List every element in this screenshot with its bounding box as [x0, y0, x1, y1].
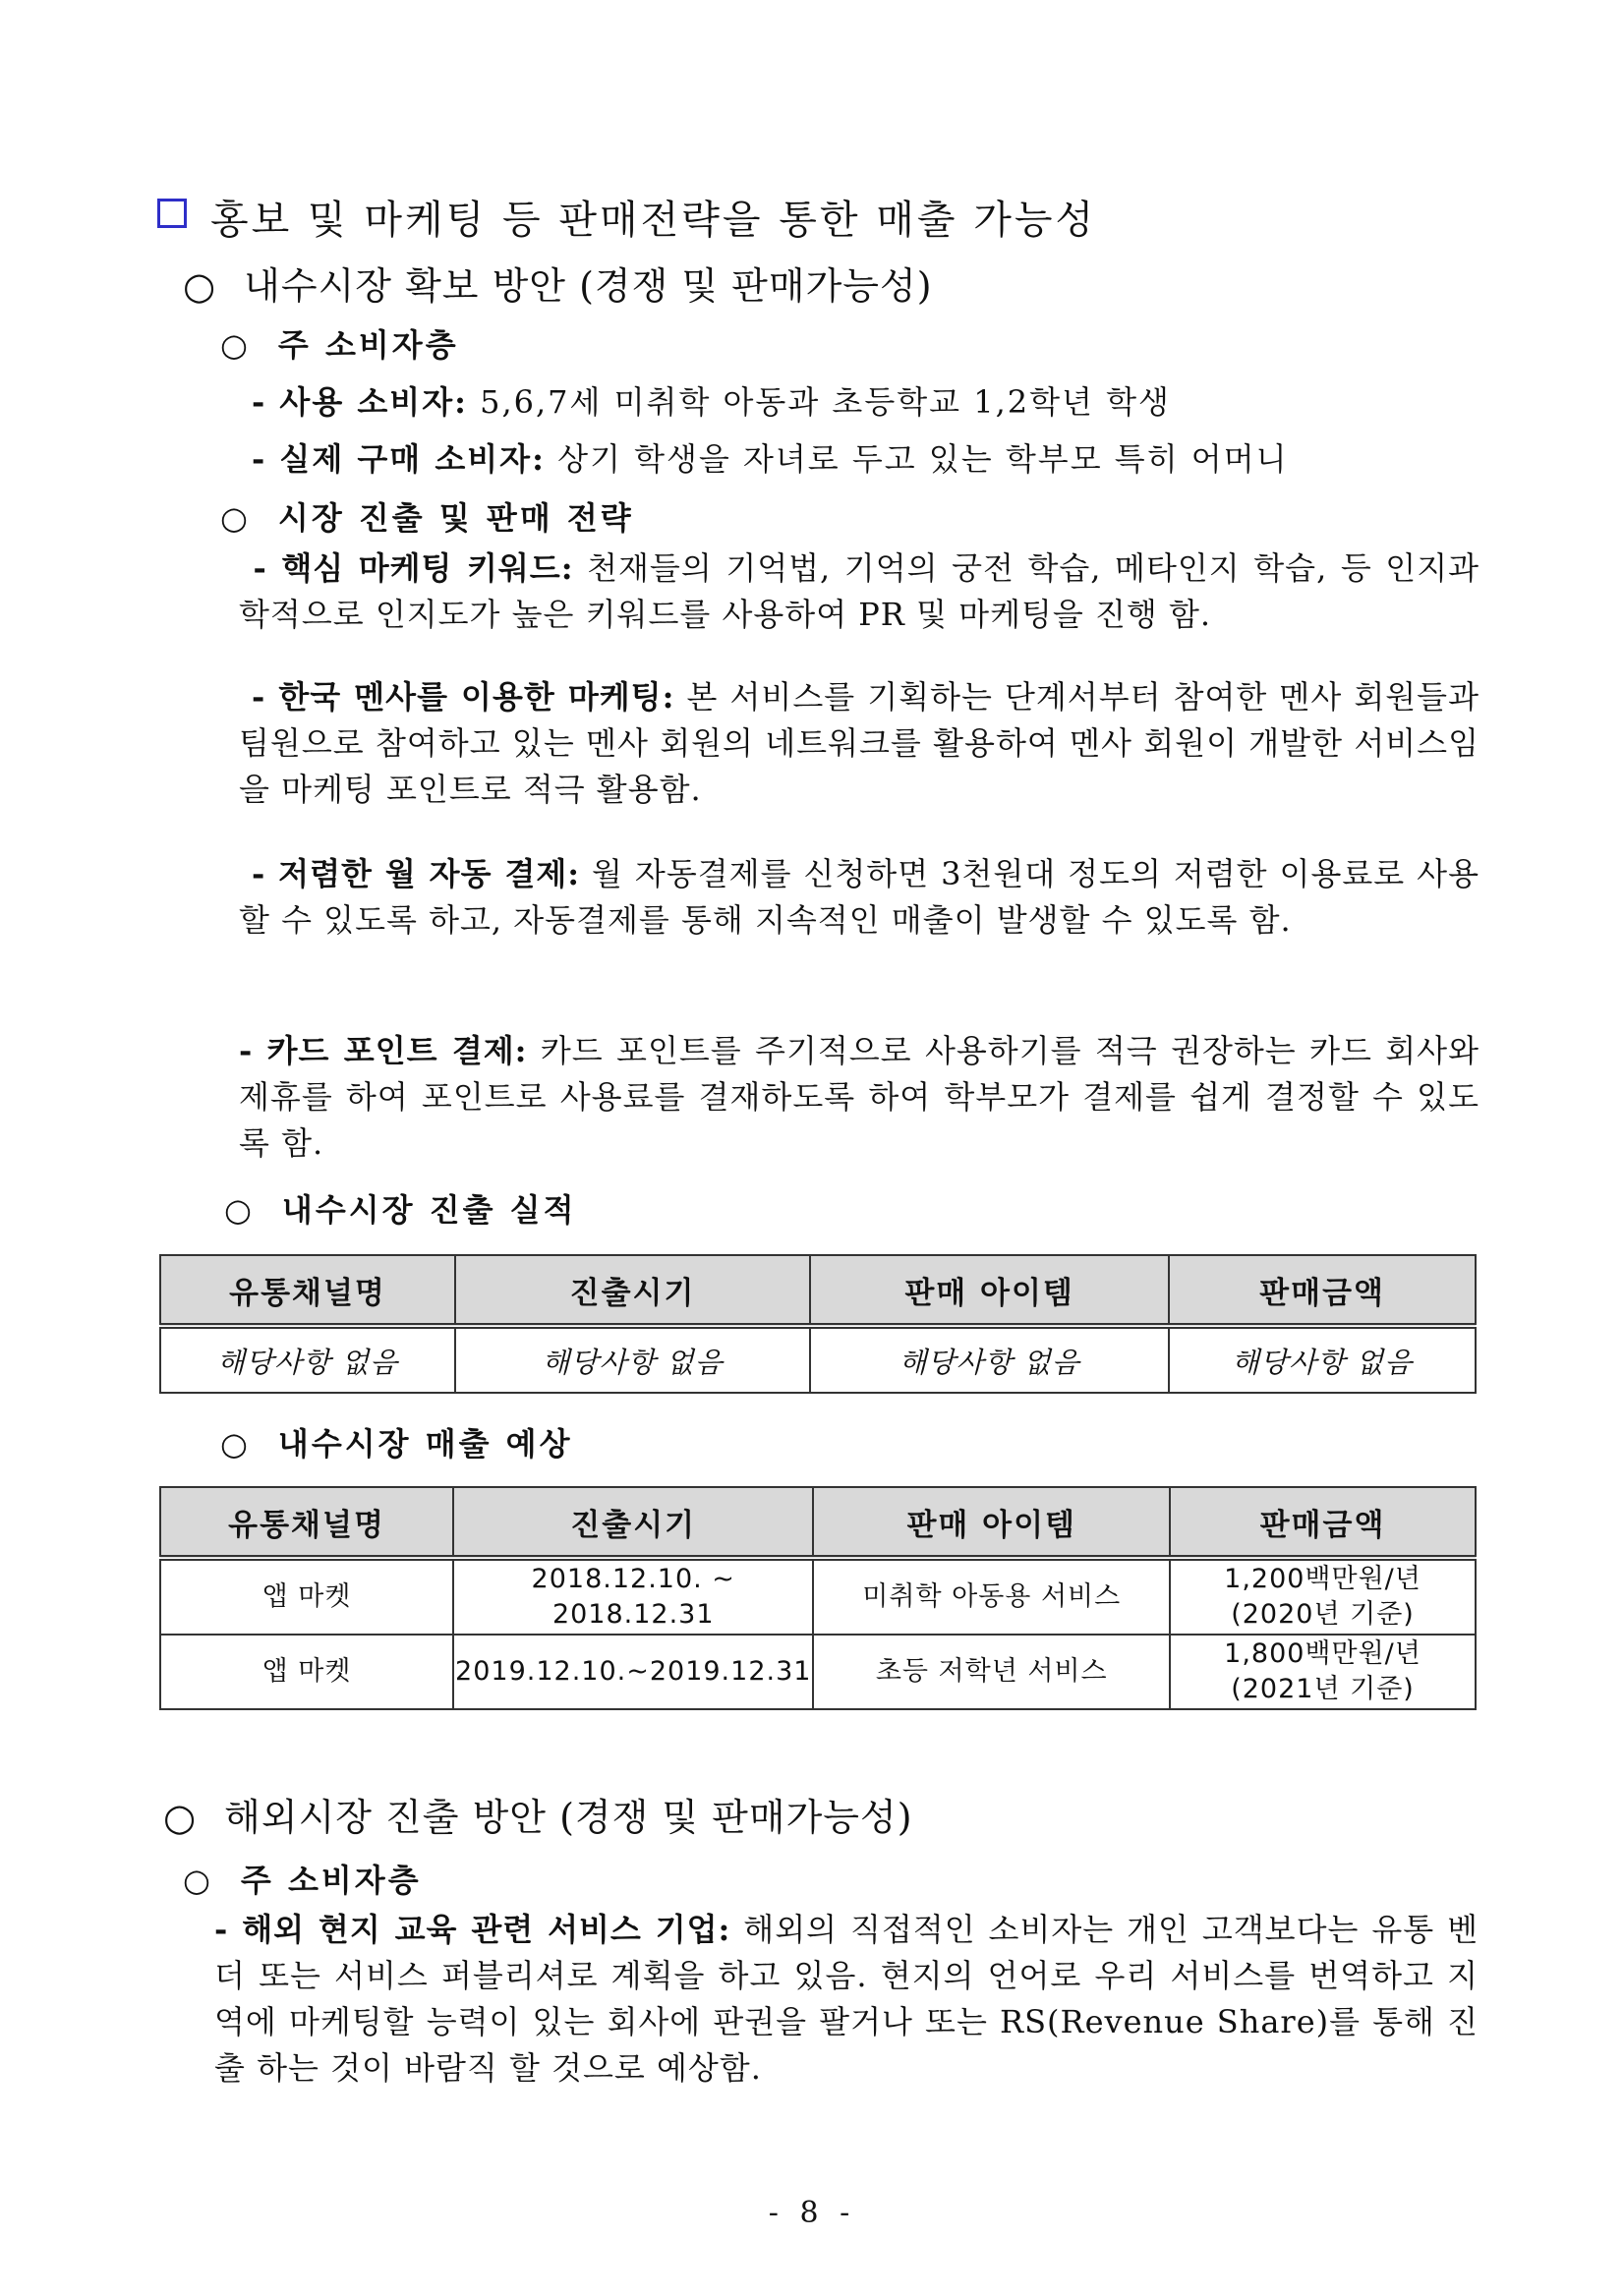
overseas-consumer-item: - 해외 현지 교육 관련 서비스 기업: 해외의 직접적인 소비자는 개인 고객보다는 유통 벤더 또는 서비스 퍼블리셔로 계획을 하고 있음. 현지의 언어로 우리 서비스를 번역하고 지역에 마케팅할 능력이 있는 회사에 판권을 팔거나 또는 RS(Revenue Share)를 통해 진출 하는 것이 바람직 할 것으로 예상함.: [214, 1911, 1479, 2087]
column-header: 판매 아이템: [813, 1487, 1170, 1558]
heading-text: 내수시장 진출 실적: [281, 1191, 577, 1229]
circle-bullet-icon: ○: [183, 264, 217, 308]
strategy-item: - 카드 포인트 결제: 카드 포인트를 주기적으로 사용하기를 적극 권장하는 카드 회사와 제휴를 하여 포인트로 사용료를 결재하도록 하여 학부모가 결제를 쉽게 결정할 수 있도록 함.: [239, 1032, 1479, 1162]
circle-bullet-icon: ○: [220, 1425, 251, 1463]
item-text: 본 서비스를 기획하는 단계서부터 참여한 멘사 회원들과 팀원으로 참여하고 있는 멘사 회원의 네트워크를 활용하여 멘사 회원이 개발한 서비스임을 마케팅 포인트로 적극 활용함.: [239, 678, 1479, 808]
circle-bullet-icon: ○: [224, 1191, 255, 1229]
item-text: 카드 포인트를 주기적으로 사용하기를 적극 권장하는 카드 회사와 제휴를 하여 포인트로 사용료를 결재하도록 하여 학부모가 결제를 쉽게 결정할 수 있도록 함.: [239, 1032, 1479, 1162]
circle-bullet-icon: ○: [220, 326, 251, 364]
item-label: 한국 멘사를 이용한 마케팅:: [278, 678, 675, 716]
results-table: [159, 1254, 1477, 1394]
item-label: 실제 구매 소비자:: [279, 440, 546, 478]
consumer-item: - 실제 구매 소비자: 상기 학생을 자녀로 두고 있는 학부모 특히 어머니: [252, 440, 1289, 478]
domestic-consumers-heading: [220, 320, 459, 366]
overseas-heading-text: 해외시장 진출 방안 (경쟁 및 판매가능성): [224, 1796, 913, 1839]
item-label: 저렴한 월 자동 결제:: [278, 855, 581, 892]
column-header: 판매금액: [1170, 1487, 1476, 1558]
table-cell: [1170, 1558, 1476, 1635]
table-cell: 해당사항 없음: [455, 1326, 810, 1393]
circle-bullet-icon: ○: [220, 499, 251, 537]
table-cell: 초등 저학년 서비스: [813, 1635, 1170, 1709]
table-cell: 앱 마켓: [160, 1558, 453, 1635]
column-header: 유통채널명: [160, 1255, 455, 1326]
domestic-results-heading: [224, 1185, 577, 1231]
overseas-heading: [163, 1787, 913, 1841]
item-label: 핵심 마케팅 키워드:: [281, 549, 574, 587]
strategy-item: - 핵심 마케팅 키워드: 천재들의 기억법, 기억의 궁전 학습, 메타인지 학습, 등 인지과학적으로 인지도가 높은 키워드를 사용하여 PR 및 마케팅을 진행 함.: [239, 549, 1480, 633]
domestic-heading-text: 내수시장 확보 방안 (경쟁 및 판매가능성): [244, 264, 933, 308]
section-title: 홍보 및 마케팅 등 판매전략을 통한 매출 가능성: [210, 198, 1097, 243]
table-cell: 앱 마켓: [160, 1635, 453, 1709]
strategy-item: - 저렴한 월 자동 결제: 월 자동결제를 신청하면 3천원대 정도의 저렴한 이용료로 사용할 수 있도록 하고, 자동결제를 통해 지속적인 매출이 발생할 수 있도록 함.: [239, 855, 1479, 939]
circle-bullet-icon: ○: [163, 1796, 198, 1839]
domestic-forecast-heading: [220, 1419, 573, 1464]
item-text: 상기 학생을 자녀로 두고 있는 학부모 특히 어머니: [545, 440, 1289, 478]
amount-text: 1,800백만원/년: [1224, 1638, 1421, 1669]
overseas-consumers-heading: [183, 1856, 422, 1901]
heading-text: 시장 진출 및 판매 전략: [277, 499, 634, 537]
column-header: 유통채널명: [160, 1487, 453, 1558]
column-header: 진출시기: [455, 1255, 810, 1326]
heading-text: 내수시장 매출 예상: [277, 1425, 573, 1463]
forecast-table: [159, 1486, 1477, 1710]
item-text: 월 자동결제를 신청하면 3천원대 정도의 저렴한 이용료로 사용할 수 있도록 하고, 자동결제를 통해 지속적인 매출이 발생할 수 있도록 함.: [239, 855, 1479, 939]
table-cell: 미취학 아동용 서비스: [813, 1558, 1170, 1635]
item-text: 해외의 직접적인 소비자는 개인 고객보다는 유통 벤더 또는 서비스 퍼블리셔로 계획을 하고 있음. 현지의 언어로 우리 서비스를 번역하고 지역에 마케팅할 능력이 있는 회사에 판권을 팔거나 또는 RS(Revenue Share)를 통해 진출 하는 것이 바람직 할 것으로 예상함.: [214, 1911, 1479, 2087]
amount-text: 1,200백만원/년: [1224, 1564, 1421, 1594]
domestic-heading: [183, 256, 933, 310]
table-row: [160, 1635, 1476, 1709]
table-cell: 2018.12.10. ~ 2018.12.31: [453, 1558, 813, 1635]
table-row: [160, 1558, 1476, 1635]
table-cell: 해당사항 없음: [1169, 1326, 1476, 1393]
consumer-item: - 사용 소비자: 5,6,7세 미취학 아동과 초등학교 1,2학년 학생: [252, 383, 1171, 421]
circle-bullet-icon: ○: [183, 1862, 213, 1899]
column-header: 판매 아이템: [810, 1255, 1169, 1326]
table-cell: [1170, 1635, 1476, 1709]
checkbox-icon: [157, 199, 187, 228]
domestic-strategy-heading: [220, 493, 634, 539]
table-cell: 해당사항 없음: [160, 1326, 455, 1393]
page-number: - 8 -: [768, 2196, 856, 2230]
table-row: [160, 1326, 1476, 1393]
table-header-row: [160, 1487, 1476, 1558]
strategy-item: - 한국 멘사를 이용한 마케팅: 본 서비스를 기획하는 단계서부터 참여한 멘사 회원들과 팀원으로 참여하고 있는 멘사 회원의 네트워크를 활용하여 멘사 회원이 개발한 서비스임을 마케팅 포인트로 적극 활용함.: [239, 678, 1479, 808]
amount-basis-text: (2020년 기준): [1231, 1599, 1415, 1630]
heading-text: 주 소비자층: [240, 1862, 422, 1899]
item-label: 해외 현지 교육 관련 서비스 기업:: [242, 1911, 731, 1948]
table-cell: 해당사항 없음: [810, 1326, 1169, 1393]
column-header: 판매금액: [1169, 1255, 1476, 1326]
item-label: 카드 포인트 결제:: [266, 1032, 528, 1069]
item-text: 천재들의 기억법, 기억의 궁전 학습, 메타인지 학습, 등 인지과학적으로 인지도가 높은 키워드를 사용하여 PR 및 마케팅을 진행 함.: [239, 549, 1480, 633]
column-header: 진출시기: [453, 1487, 813, 1558]
item-label: 사용 소비자:: [279, 383, 468, 421]
amount-basis-text: (2021년 기준): [1231, 1674, 1415, 1704]
table-cell: 2019.12.10.~2019.12.31: [453, 1635, 813, 1709]
item-text: 5,6,7세 미취학 아동과 초등학교 1,2학년 학생: [467, 383, 1171, 421]
heading-text: 주 소비자층: [277, 326, 459, 364]
table-header-row: [160, 1255, 1476, 1326]
